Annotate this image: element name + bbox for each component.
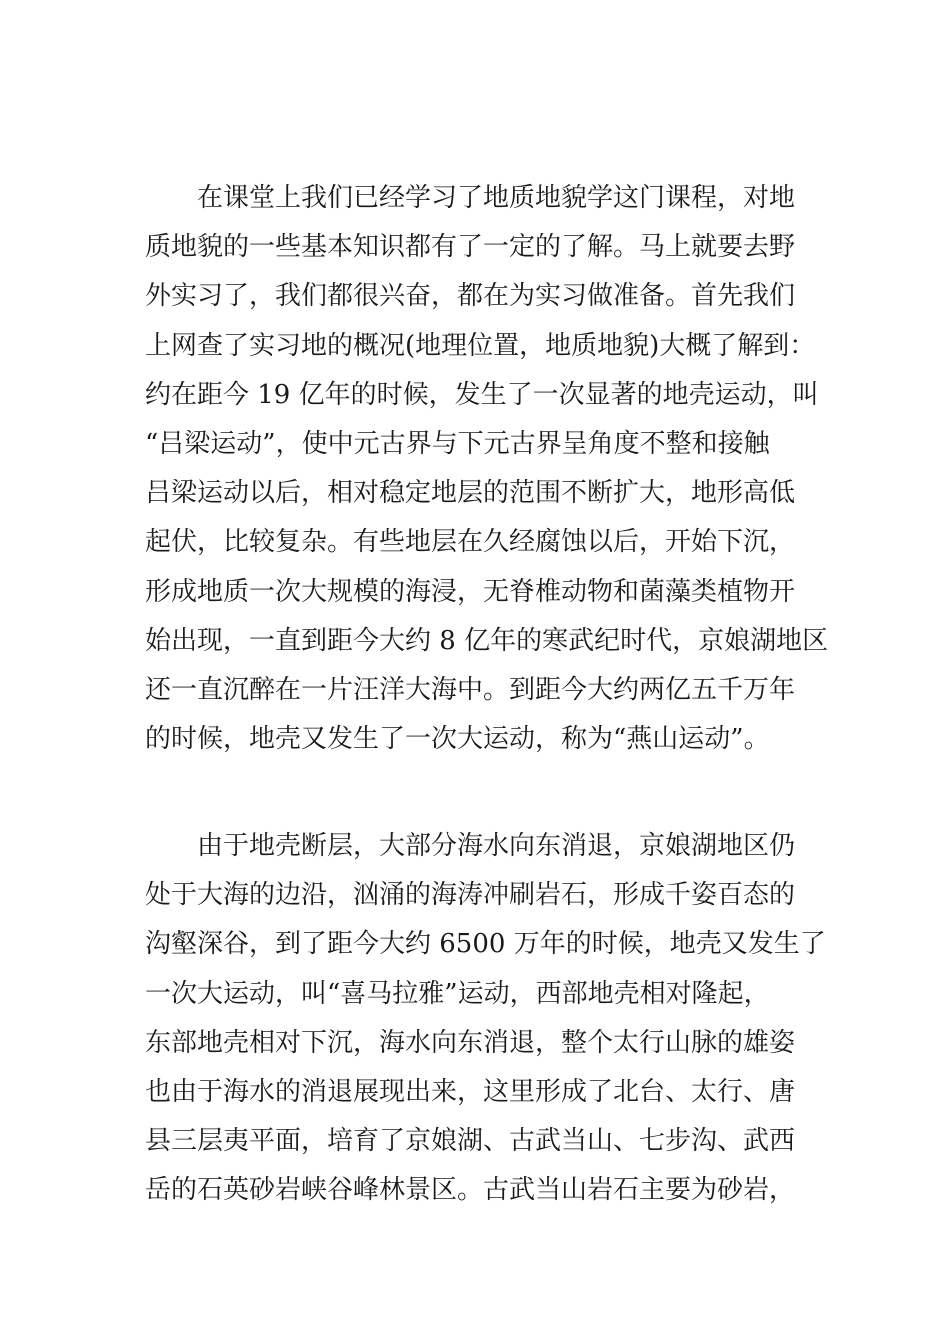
text-line: 由于地壳断层，大部分海水向东消退，京娘湖地区仍: [197, 831, 796, 861]
paragraph-2: [145, 822, 826, 1216]
text-line: 东部地壳相对下沉，海水向东消退，整个太行山脉的雄姿: [145, 1027, 796, 1058]
text-line: 沟壑深谷，到了距今大约 6500 万年的时候，地壳又发生了: [145, 929, 826, 960]
text-line: 吕梁运动以后，相对稳定地层的范围不断扩大，地形高低: [145, 478, 796, 509]
text-line: 的时候，地壳又发生了一次大运动，称为“燕山运动”。: [145, 724, 770, 755]
text-line: 一次大运动，叫“喜马拉雅”运动，西部地壳相对隆起，: [145, 978, 770, 1009]
text-line: 约在距今 19 亿年的时候，发生了一次显著的地壳运动，叫: [145, 379, 819, 410]
text-line: 岳的石英砂岩峡谷峰林景区。古武当山岩石主要为砂岩，: [145, 1175, 796, 1206]
text-line: 形成地质一次大规模的海浸，无脊椎动物和菌藻类植物开: [145, 576, 796, 607]
text-line: 处于大海的边沿，汹涌的海涛冲刷岩石，形成千姿百态的: [145, 880, 796, 911]
text-line: 在课堂上我们已经学习了地质地貌学这门课程，对地: [197, 183, 796, 213]
paragraph-1: [145, 174, 829, 764]
text-line: 始出现，一直到距今大约 8 亿年的寒武纪时代，京娘湖地区: [145, 625, 829, 656]
text-line: 质地貌的一些基本知识都有了一定的了解。马上就要去野: [145, 232, 796, 263]
text-line: 还一直沉醉在一片汪洋大海中。到距今大约两亿五千万年: [145, 674, 796, 705]
text-line: “吕梁运动”，使中元古界与下元古界呈角度不整和接触: [145, 428, 770, 459]
text-line: 上网查了实习地的概况(地理位置，地质地貌)大概了解到：: [145, 330, 816, 361]
text-line: 也由于海水的消退展现出来，这里形成了北台、太行、唐: [145, 1076, 796, 1107]
text-line: 外实习了，我们都很兴奋，都在为实习做准备。首先我们: [145, 281, 796, 312]
text-line: 县三层夷平面，培育了京娘湖、古武当山、七步沟、武西: [145, 1126, 796, 1157]
text-line: 起伏，比较复杂。有些地层在久经腐蚀以后，开始下沉，: [145, 527, 796, 558]
